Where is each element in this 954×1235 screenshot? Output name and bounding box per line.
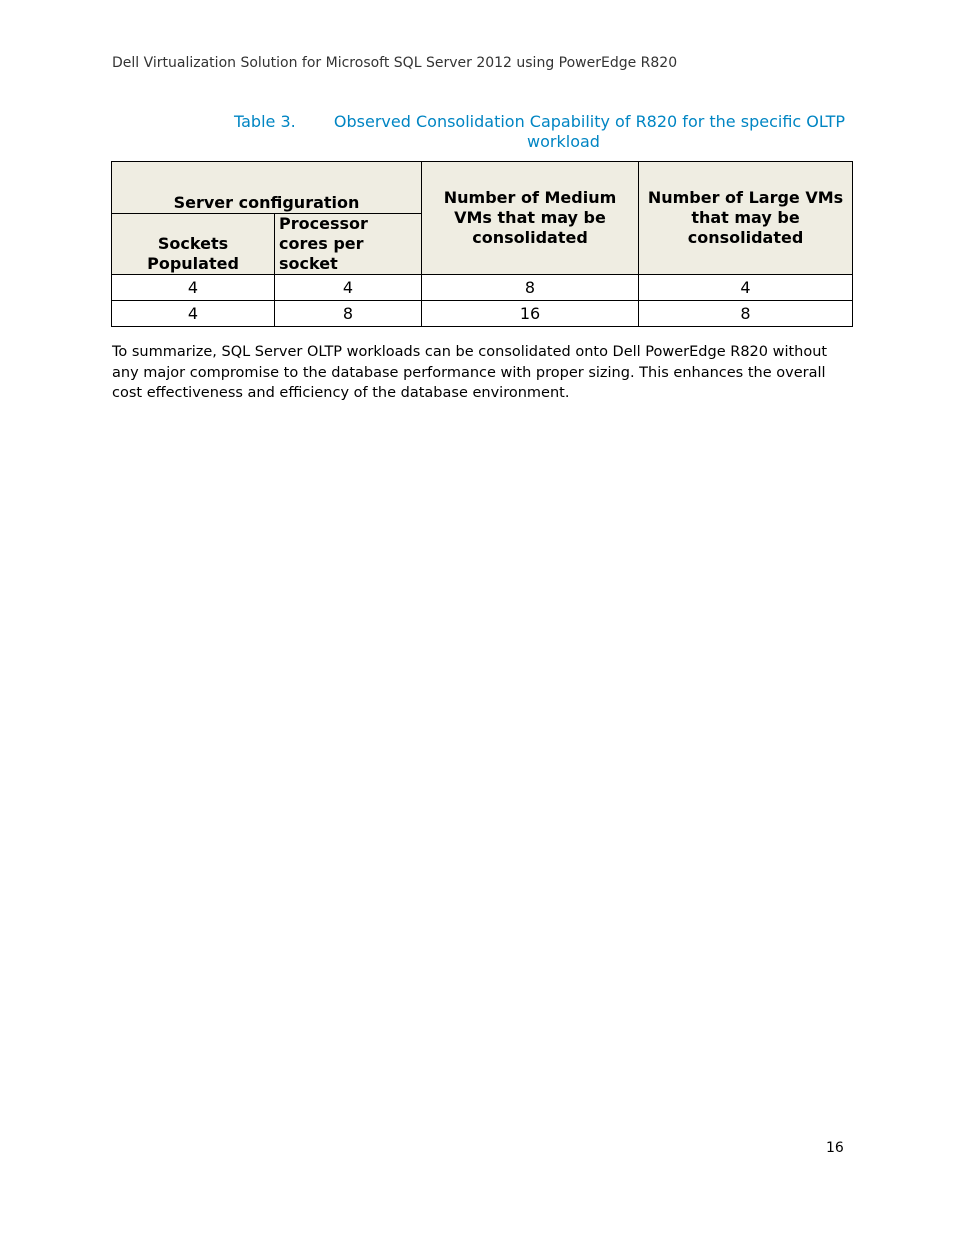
cores-cell: 4 [275,275,422,301]
table-caption-title-line-2: workload [527,132,600,151]
server-configuration-header: Server configuration [112,162,422,214]
sockets-cell: 4 [112,301,275,327]
consolidation-table [111,161,853,327]
large-vms-cell: 8 [639,301,853,327]
running-header: Dell Virtualization Solution for Microsoft SQL Server 2012 using PowerEdge R820 [112,55,678,71]
page-number: 16 [826,1140,844,1156]
table-caption-title-line-1: Observed Consolidation Capability of R820 for the specific OLTP [333,112,845,131]
table-caption [225,112,845,152]
medium-vms-cell: 8 [422,275,639,301]
large-vms-cell: 4 [639,275,853,301]
table-row [112,301,853,327]
large-vms-header: Number of Large VMs that may be consolidated [639,162,853,275]
medium-vms-header: Number of Medium VMs that may be consolidated [422,162,639,275]
processor-cores-header: Processor cores per socket [275,214,422,275]
table-caption-label: Table 3. [234,112,296,131]
table-row [112,275,853,301]
cores-cell: 8 [275,301,422,327]
summary-paragraph: To summarize, SQL Server OLTP workloads can be consolidated onto Dell PowerEdge R820 without any major compromise to the database performance with proper sizing. This enhances the overall cost effectiveness and efficiency of the database environment. [112,344,828,401]
sockets-populated-header: Sockets Populated [112,214,275,275]
medium-vms-cell: 16 [422,301,639,327]
sockets-cell: 4 [112,275,275,301]
